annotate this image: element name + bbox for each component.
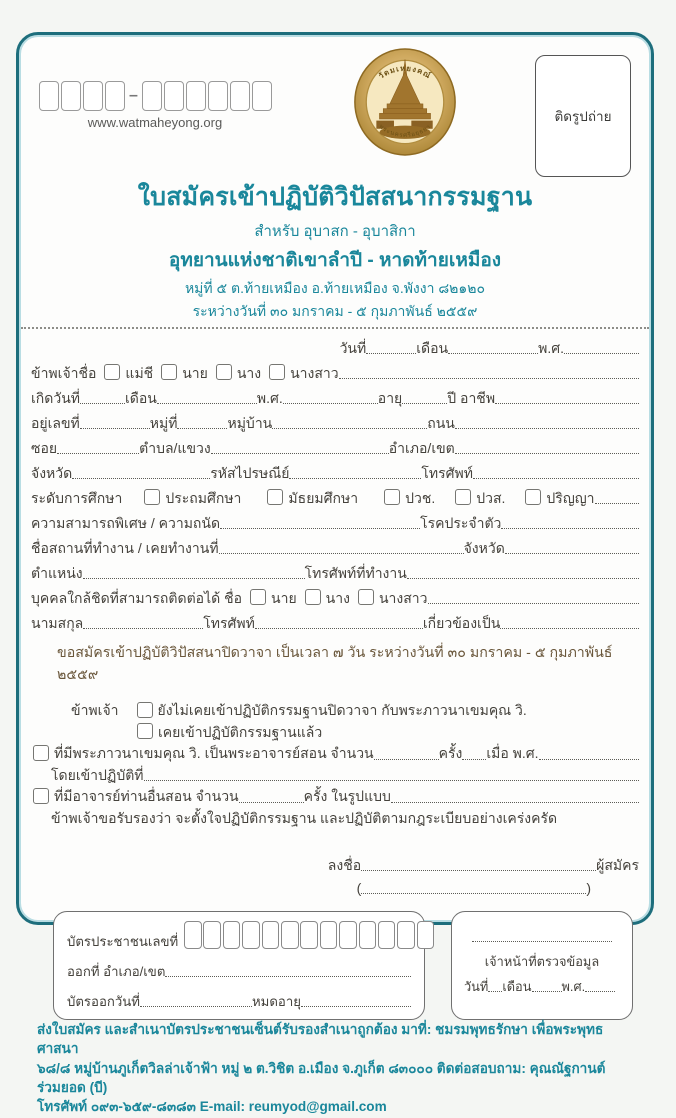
officer-title-line	[464, 945, 620, 970]
dotted-separator	[21, 327, 649, 329]
field-label: บัตรออกวันที่	[67, 993, 140, 1009]
dotted-fill-line[interactable]	[211, 453, 389, 454]
education-line	[31, 482, 639, 507]
id-digit-cell[interactable]	[378, 921, 396, 949]
field-label: อยู่เลขที่	[31, 414, 80, 431]
dotted-fill-line[interactable]	[80, 403, 125, 404]
field-label: วันที่	[464, 979, 489, 995]
field-label: เมื่อ พ.ศ.	[486, 745, 539, 761]
footer-line-2: ๖๘/๘ หมู่บ้านภูเก็ตวิลล่าเจ้าฟ้า หมู่ ๒ ต.วิชิต อ.เมือง จ.ภูเก็ต ๘๓๐๐๐ ติดต่อสอบถาม: คุณณัฐกานต์ ร่วมยอด (บี)	[37, 1060, 606, 1095]
checkbox[interactable]	[137, 723, 153, 739]
id-digit-cell[interactable]	[223, 921, 241, 949]
other-teacher-line	[31, 784, 639, 806]
field-label: เกี่ยวข้องเป็น	[422, 614, 501, 631]
venue-address: หมู่ที่ ๕ ต.ท้ายเหมือง อ.ท้ายเหมือง จ.พังงา ๘๒๑๒๐	[184, 280, 486, 296]
contact-person-line	[31, 582, 639, 607]
field-label: ครั้ง	[438, 745, 463, 761]
dotted-fill-line[interactable]	[488, 991, 502, 992]
dotted-fill-line[interactable]	[361, 893, 586, 894]
field-label: โดยเข้าปฏิบัติที่	[51, 766, 144, 783]
field-label: ตำบล/แขวง	[139, 439, 211, 456]
header-center-block	[289, 47, 521, 177]
id-digit-cell[interactable]	[359, 921, 377, 949]
field-label: ปริญญา	[546, 489, 595, 506]
id-digit-cell[interactable]	[320, 921, 338, 949]
field-label: พ.ศ.	[561, 979, 586, 995]
checkbox[interactable]	[305, 589, 321, 605]
birth-line	[31, 382, 639, 407]
checkbox[interactable]	[144, 489, 160, 505]
dotted-fill-line[interactable]	[501, 528, 639, 529]
field-label: ครั้ง ในรูปแบบ	[303, 788, 391, 804]
number-cell[interactable]	[164, 81, 184, 111]
officer-signature-dots-line	[464, 920, 620, 945]
field-label: ชื่อสถานที่ทำงาน / เคยทำงานที่	[31, 539, 219, 556]
position-line	[31, 557, 639, 582]
field-label: ลงชื่อ	[327, 856, 362, 873]
checkbox[interactable]	[525, 489, 541, 505]
checkbox[interactable]	[33, 745, 49, 761]
field-label: บุคคลใกล้ชิดที่สามารถติดต่อได้ ชื่อ	[31, 589, 243, 606]
dotted-fill-line[interactable]	[407, 578, 639, 579]
field-label: มัธยมศึกษา	[288, 489, 359, 506]
workplace-line	[31, 532, 639, 557]
dotted-fill-line[interactable]	[220, 528, 420, 529]
dotted-fill-line[interactable]	[140, 1006, 252, 1007]
dotted-fill-line[interactable]	[83, 578, 305, 579]
contact-surname-line	[31, 607, 639, 632]
field-label: ที่มีอาจารย์ท่านอื่นสอน จำนวน	[54, 788, 239, 804]
dotted-fill-line[interactable]	[585, 991, 615, 992]
number-cell[interactable]	[230, 81, 250, 111]
id-digit-cell[interactable]	[281, 921, 299, 949]
field-label: ปวช.	[405, 489, 436, 506]
id-digit-cell[interactable]	[417, 921, 435, 949]
field-label: เดือน	[502, 979, 532, 995]
dotted-fill-line[interactable]	[473, 478, 639, 479]
form-subtitle: สำหรับ อุบาสก - อุบาสิกา	[254, 223, 416, 240]
id-digit-cell[interactable]	[339, 921, 357, 949]
dotted-fill-line[interactable]	[564, 353, 639, 354]
pledge-line	[31, 806, 639, 828]
field-label: ที่มีพระภาวนาเขมคุณ วิ. เป็นพระอาจารย์สอน จำนวน	[54, 745, 374, 761]
field-label: แม่ชี	[125, 364, 154, 381]
number-cell[interactable]	[39, 81, 59, 111]
address-soi-line	[31, 432, 639, 457]
field-label: นางสาว	[378, 589, 428, 606]
signature-name-line	[31, 874, 639, 897]
id-card-box	[53, 911, 425, 1020]
field-label: บัตรประชาชนเลขที่	[67, 933, 179, 949]
dotted-fill-line[interactable]	[595, 503, 639, 504]
dotted-fill-line[interactable]	[448, 353, 538, 354]
checkbox[interactable]	[358, 589, 374, 605]
dotted-fill-line[interactable]	[83, 628, 203, 629]
id-digit-cell[interactable]	[184, 921, 202, 949]
field-label: หมู่ที่	[149, 414, 178, 431]
dotted-fill-line[interactable]	[239, 802, 304, 803]
checkbox[interactable]	[455, 489, 471, 505]
id-issued-at-line	[67, 950, 411, 980]
dotted-fill-line[interactable]	[301, 1006, 411, 1007]
dotted-fill-line[interactable]	[455, 453, 639, 454]
field-label: ถนน	[427, 414, 455, 431]
application-form-card	[16, 32, 654, 1115]
field-label: ข้าพเจ้า	[71, 702, 119, 718]
applicant-name-line	[31, 357, 639, 382]
dotted-fill-line[interactable]	[272, 428, 427, 429]
field-label: จังหวัด	[463, 539, 505, 556]
bottom-boxes-row	[53, 911, 639, 1020]
dotted-fill-line[interactable]	[391, 802, 639, 803]
field-label: (	[356, 879, 362, 896]
field-label: ประถมศึกษา	[165, 489, 242, 506]
footer-contact-block	[31, 1020, 639, 1118]
logo-ring-text-bottom: พระนครศรีอยุธยา	[377, 123, 433, 139]
retreat-dates: ระหว่างวันที่ ๓๐ มกราคม - ๕ กุมภาพันธ์ ๒๕๕๙	[192, 303, 478, 319]
venue-name: อุทยานแห่งชาติเขาลำปี - หาดท้ายเหมือง	[168, 250, 502, 271]
dotted-fill-line[interactable]	[374, 759, 439, 760]
field-label: ยังไม่เคยเข้าปฏิบัติกรรมฐานปิดวาจา กับพระภาวนาเขมคุณ วิ.	[157, 702, 527, 718]
field-label: เจ้าหน้าที่ตรวจข้อมูล	[484, 954, 600, 970]
dotted-fill-line[interactable]	[144, 780, 639, 781]
dotted-fill-line[interactable]	[157, 403, 257, 404]
officer-date-line	[464, 970, 620, 995]
dotted-fill-line[interactable]	[72, 478, 210, 479]
address-province-line	[31, 457, 639, 482]
dotted-fill-line[interactable]	[532, 991, 562, 992]
id-digit-cells	[182, 921, 434, 949]
form-header-row	[31, 45, 639, 177]
number-cell[interactable]	[208, 81, 228, 111]
dotted-fill-line[interactable]	[289, 478, 421, 479]
id-digit-cell[interactable]	[397, 921, 415, 949]
field-label: โทรศัพท์	[203, 614, 255, 631]
dotted-fill-line[interactable]	[539, 759, 639, 760]
dotted-fill-line[interactable]	[283, 403, 378, 404]
field-label: ตำแหน่ง	[31, 564, 83, 581]
dotted-fill-line[interactable]	[57, 453, 139, 454]
number-cell[interactable]	[252, 81, 272, 111]
field-label: ระดับการศึกษา	[31, 489, 123, 506]
checkbox[interactable]	[161, 364, 177, 380]
personal-info-section	[31, 332, 639, 632]
has-practiced-line	[31, 720, 639, 742]
field-label: จังหวัด	[31, 464, 73, 481]
field-label: รหัสไปรษณีย์	[210, 464, 290, 481]
number-cell[interactable]	[186, 81, 206, 111]
signature-line	[31, 851, 639, 874]
never-practiced-line	[31, 698, 639, 720]
field-label: พ.ศ.	[538, 339, 564, 356]
checkbox[interactable]	[137, 702, 153, 718]
checkbox[interactable]	[250, 589, 266, 605]
field-label: หมู่บ้าน	[227, 414, 273, 431]
field-label: โทรศัพท์	[421, 464, 474, 481]
dotted-fill-line[interactable]	[219, 553, 464, 554]
field-label: ความสามารถพิเศษ / ความถนัด	[31, 514, 221, 531]
field-label: พ.ศ.	[256, 389, 283, 406]
field-label: เกิดวันที่	[31, 389, 81, 406]
photo-attach-box[interactable]	[535, 55, 631, 177]
field-label: เดือน	[125, 389, 157, 406]
checkbox[interactable]	[269, 364, 285, 380]
checkbox[interactable]	[267, 489, 283, 505]
website-url: www.watmaheyong.org	[87, 115, 223, 130]
id-digit-cell[interactable]	[242, 921, 260, 949]
practice-location-line	[31, 763, 639, 785]
field-label: อำเภอ/เขต	[388, 439, 455, 456]
number-cell[interactable]	[105, 81, 125, 111]
experience-section	[31, 698, 639, 827]
dotted-fill-line[interactable]	[462, 759, 486, 760]
dotted-fill-line[interactable]	[402, 403, 447, 404]
field-label: ข้าพเจ้าชื่อ	[31, 364, 97, 381]
retreat-statement: ขอสมัครเข้าปฏิบัติวิปัสสนาปิดวาจา เป็นเวลา ๗ วัน ระหว่างวันที่ ๓๐ มกราคม - ๕ กุมภาพันธ์ ๒๕๕๙	[57, 645, 613, 683]
field-label: นางสาว	[290, 364, 339, 381]
field-label: นามสกุล	[31, 614, 84, 631]
checkbox[interactable]	[33, 788, 49, 804]
dotted-fill-line[interactable]	[495, 403, 639, 404]
checkbox[interactable]	[104, 364, 120, 380]
date-line	[31, 332, 639, 357]
field-label: วันที่	[339, 339, 367, 356]
logo-ring-text-top: วัดมเหยงคณ์	[376, 63, 434, 81]
skills-line	[31, 507, 639, 532]
field-label: นาง	[236, 364, 262, 381]
id-dates-line	[67, 980, 411, 1010]
header-left-block	[39, 47, 289, 177]
field-label: ซอย	[31, 439, 58, 456]
wat-maheyong-logo	[353, 47, 457, 157]
footer-line-1: ส่งใบสมัคร และสำเนาบัตรประชาชนเซ็นต์รับรองสำเนาถูกต้อง มาที่: ชมรมพุทธรักษา เพื่อพระพุทธศาสนา	[37, 1022, 604, 1057]
id-number-line	[67, 920, 411, 950]
practiced-with-teacher-line	[31, 741, 639, 763]
field-label: ออกที่ อำเภอ/เขต	[67, 963, 166, 979]
form-title: ใบสมัครเข้าปฏิบัติวิปัสสนากรรมฐาน	[137, 183, 533, 211]
field-label: โรคประจำตัว	[420, 514, 502, 531]
dotted-fill-line[interactable]	[472, 941, 612, 942]
checkbox[interactable]	[216, 364, 232, 380]
field-label: หมดอายุ	[251, 993, 301, 1009]
field-label: ปวส.	[476, 489, 506, 506]
field-label: นาย	[182, 364, 208, 381]
dash-separator: –	[129, 87, 138, 104]
field-label: เดือน	[416, 339, 449, 356]
title-block	[31, 177, 639, 323]
dotted-fill-line[interactable]	[177, 428, 227, 429]
field-label: เคยเข้าปฏิบัติกรรมฐานแล้ว	[158, 723, 323, 740]
id-digit-cell[interactable]	[203, 921, 221, 949]
dotted-fill-line[interactable]	[255, 628, 423, 629]
application-number-boxes	[39, 81, 289, 111]
field-label: ผู้สมัคร	[596, 856, 639, 873]
signature-section	[31, 851, 639, 897]
number-cell[interactable]	[61, 81, 81, 111]
dotted-fill-line[interactable]	[366, 353, 416, 354]
photo-attach-label: ติดรูปถ่าย	[554, 109, 612, 124]
number-cell[interactable]	[83, 81, 103, 111]
number-cell[interactable]	[142, 81, 162, 111]
dotted-fill-line[interactable]	[165, 976, 411, 977]
dotted-fill-line[interactable]	[339, 378, 639, 379]
checkbox[interactable]	[384, 489, 400, 505]
id-digit-cell[interactable]	[300, 921, 318, 949]
dotted-fill-line[interactable]	[361, 870, 596, 871]
header-right-block	[521, 47, 631, 177]
field-label: )	[586, 879, 591, 896]
id-digit-cell[interactable]	[262, 921, 280, 949]
dotted-fill-line[interactable]	[505, 553, 639, 554]
dotted-fill-line[interactable]	[428, 603, 640, 604]
field-label: โทรศัพท์ที่ทำงาน	[304, 564, 407, 581]
dotted-fill-line[interactable]	[80, 428, 150, 429]
field-label: ปี อาชีพ	[447, 389, 496, 406]
officer-check-box	[451, 911, 633, 1020]
footer-line-3: โทรศัพท์ ๐๙๓-๖๕๙-๘๓๘๓ E-mail: reumyod@gmail.com	[37, 1099, 387, 1115]
field-label: นาง	[325, 589, 350, 606]
address-number-line	[31, 407, 639, 432]
dotted-fill-line[interactable]	[455, 428, 639, 429]
field-label: ข้าพเจ้าขอรับรองว่า จะตั้งใจปฏิบัติกรรมฐาน และปฏิบัติตามกฎระเบียบอย่างเคร่งครัด	[51, 809, 558, 826]
field-label: นาย	[271, 589, 297, 606]
field-label: อายุ	[377, 389, 403, 406]
dotted-fill-line[interactable]	[500, 628, 639, 629]
